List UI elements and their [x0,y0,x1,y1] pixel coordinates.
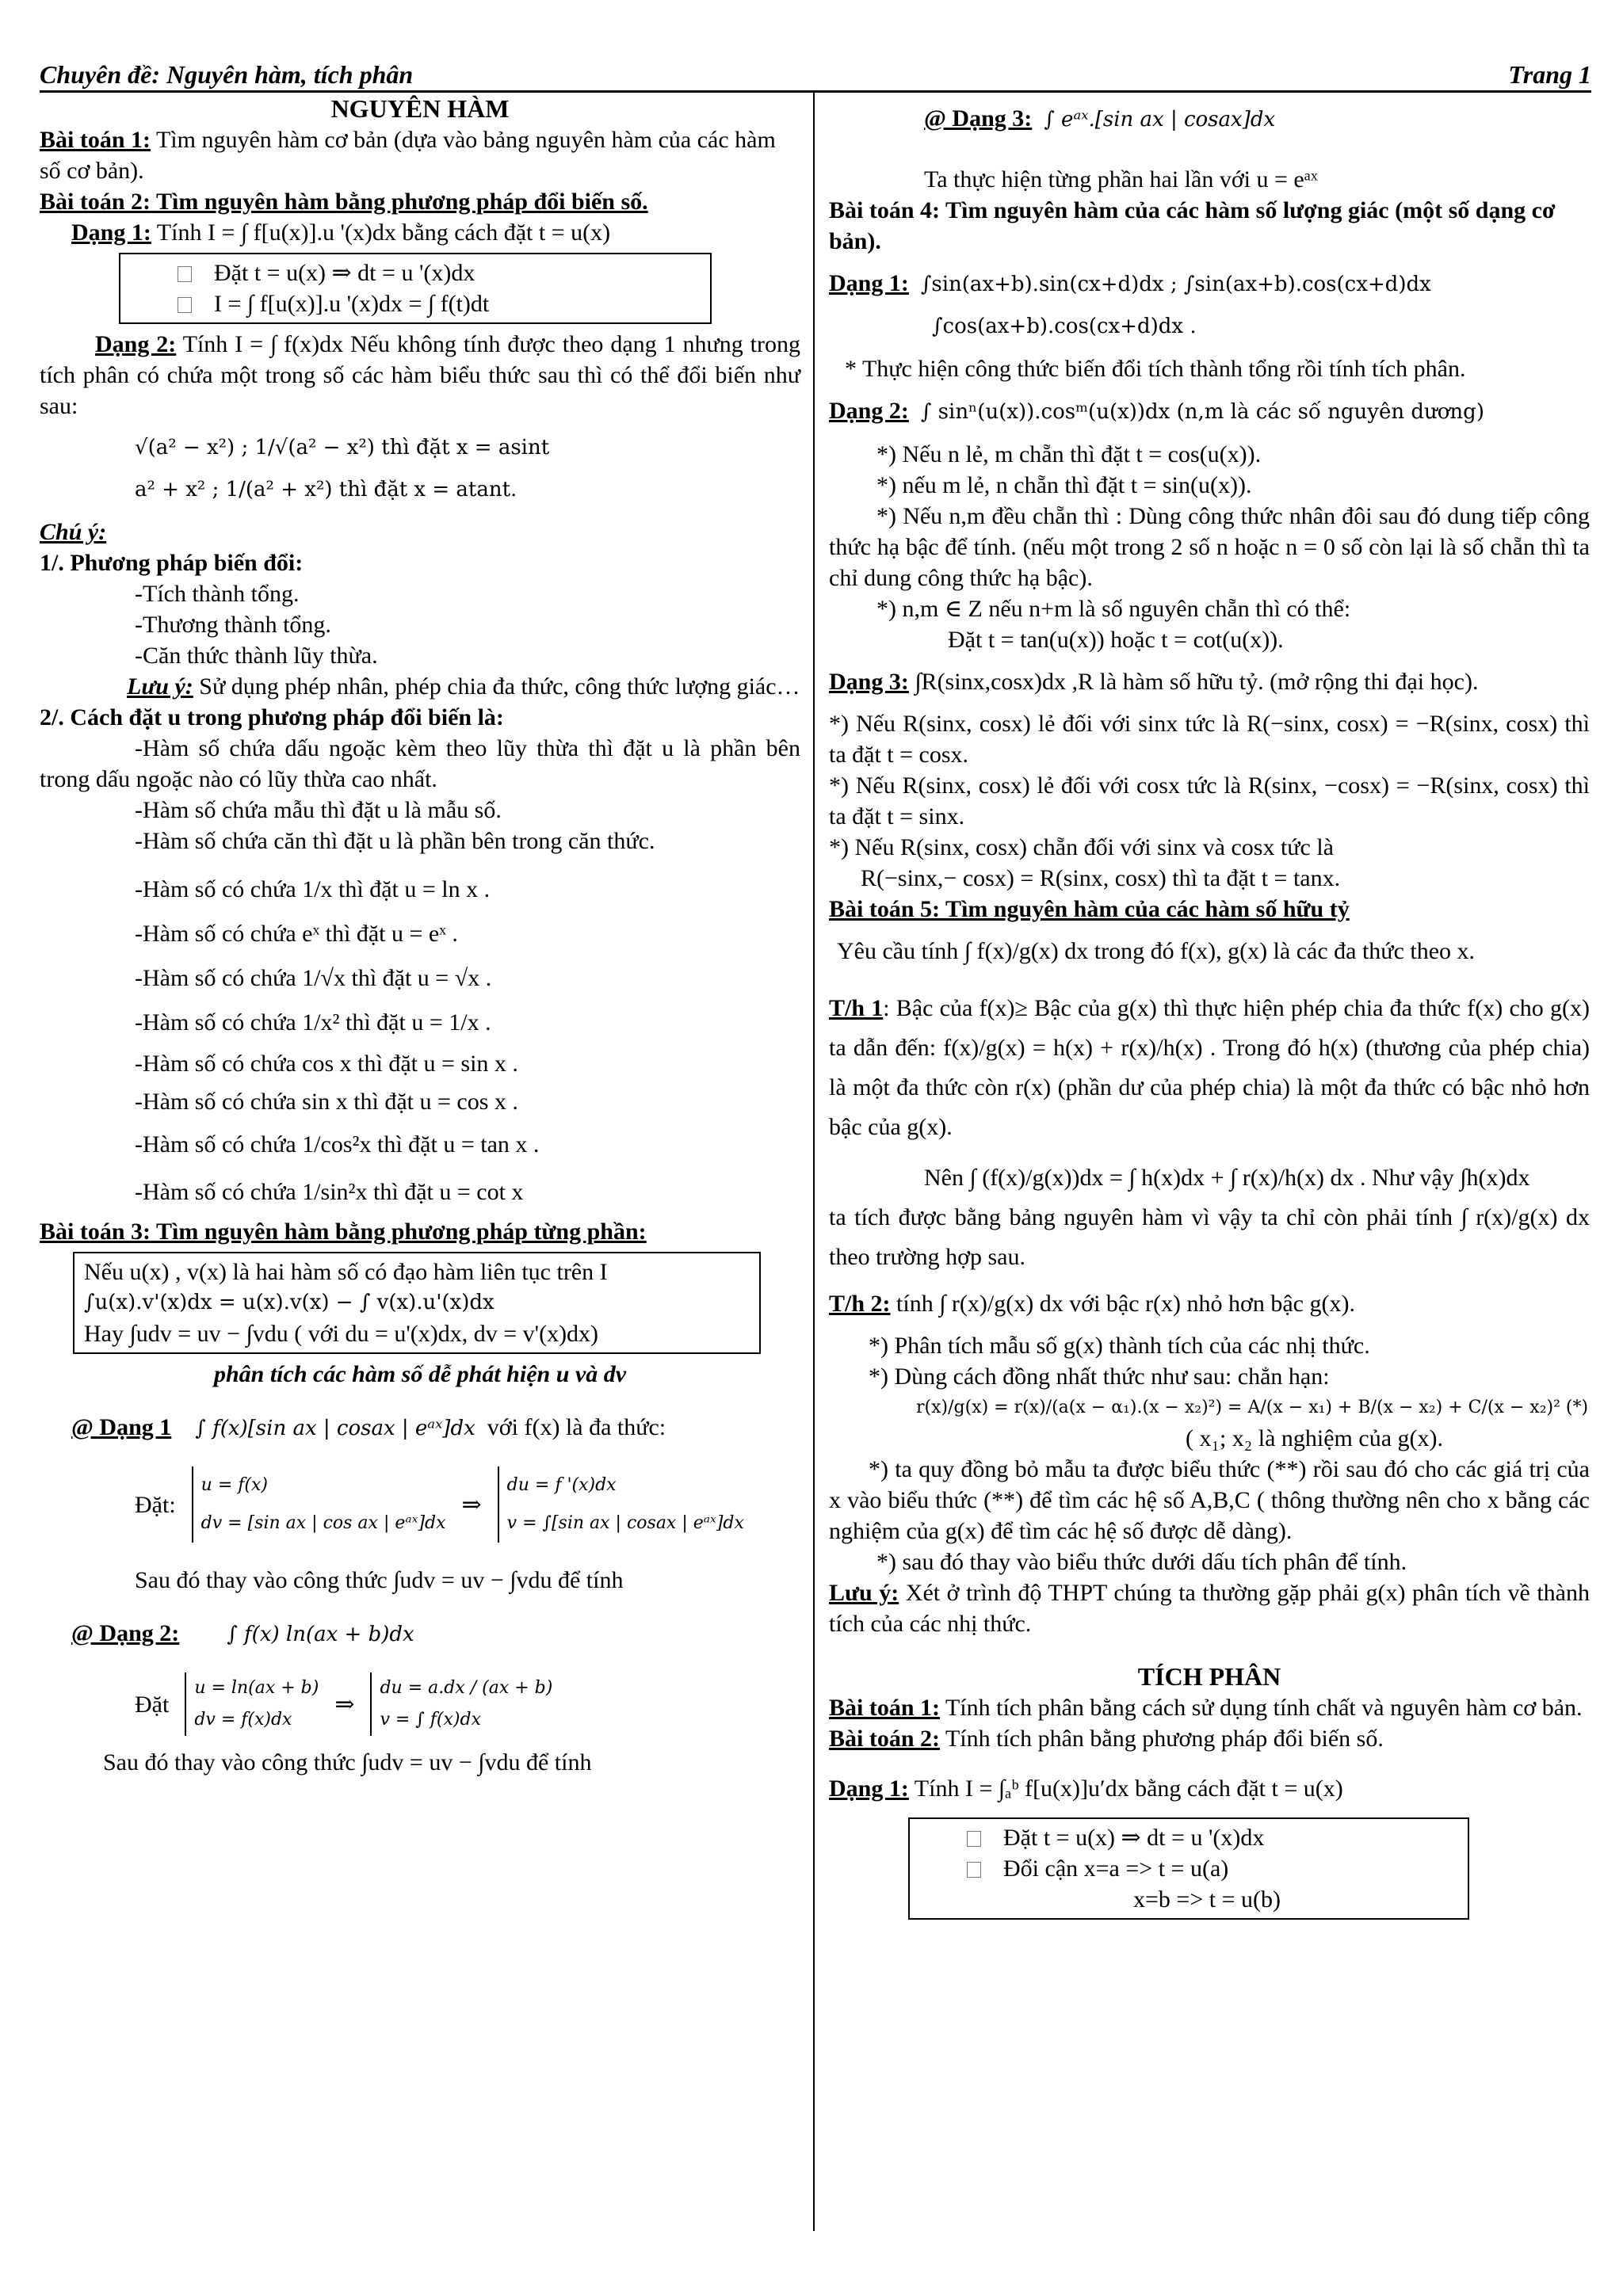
ham-so-item: -Hàm số có chứa sin x thì đặt u = cos x . [135,1089,518,1115]
th-2-item: *) ta quy đồng bỏ mẫu ta được biểu thức (**) rồi sau đó cho các giá trị của x vào biểu thức (**) để tìm các hệ số A,B,C ( thông thường nên cho x bằng các nghiệm của g(x) để tìm các hệ số được dễ dàng). [829,1456,1590,1544]
dong-nhat-note: ( x₁; x₂ là nghiệm của g(x). [1186,1425,1443,1451]
ham-so-item: -Hàm số có chứa 1/√x thì đặt u = √x . [135,965,492,991]
dat-dang-1: Đặt: u = f(x) dv = [sin ax | cos ax | eᵃˣ]dx ⇒ du = f '(x)dx v = ∫[sin ax | cosax | eᵃˣ]dx [40,1466,800,1543]
checkbox-icon [178,297,192,313]
pp-item: -Căn thức thành lũy thừa. [135,643,378,669]
tp-bai-toan-2: Bài toán 2: Tính tích phân bằng phương pháp đổi biến số. [829,1726,1384,1752]
bai-toan-3: Bài toán 3: Tìm nguyên hàm bằng phương pháp từng phần: [40,1219,647,1245]
r-dang-3: Dạng 3: ∫R(sinx,cosx)dx ,R là hàm số hữu tỷ. (mở rộng thi đại học). [829,669,1479,695]
th-2-item: *) Phân tích mẫu số g(x) thành tích của các nhị thức. [869,1333,1370,1359]
chu-y-label: Chú ý: [40,519,107,545]
ham-so-item: -Hàm số có chứa 1/x² thì đặt u = 1/x . [135,1009,491,1035]
th-1: T/h 1: Bậc của f(x)≥ Bậc của g(x) thì thực hiện phép chia đa thức f(x) cho g(x) ta dẫn đến: f(x)/g(x) = h(x) + r(x)/h(x) . Trong đó h(x) (thương của phép chia) là một đa thức còn r(x) (phần dư của phép chia) là một đa thức có bậc nhỏ hơn bậc của g(x). [829,995,1590,1140]
r-dang-2-item: *) n,m ∈ Z nếu n+m là số nguyên chẵn thì có thể: [876,596,1351,622]
r-dang-2-item: *) Nếu n,m đều chẵn thì : Dùng công thức nhân đôi sau đó dung tiếp công thức hạ bậc để tính. (nếu một trong 2 số n hoặc n = 0 số còn lại là số chẵn thì ta chỉ dung công thức hạ bậc). [829,503,1590,591]
column-divider [813,92,815,2231]
th-2-item: *) sau đó thay vào biểu thức dưới dấu tích phân để tính. [876,1549,1407,1575]
dang-2: Dạng 2: Tính I = ∫ f(x)dx Nếu không tính được theo dạng 1 nhưng trong tích phân có chứa một trong số các hàm biểu thức sau thì có thể đổi biến như sau: [40,331,800,419]
ham-so-item: -Hàm số có chứa eˣ thì đặt u = eˣ . [135,921,458,947]
at-dang-3: @ Dạng 3: ∫ eᵃˣ.[sin ax | cosax]dx [924,105,1276,132]
right-column [829,93,1590,1924]
r-dang-2-item: *) Nếu n lẻ, m chẵn thì đặt t = cos(u(x)). [876,441,1262,467]
substitution-2: a² + x² ; 1/(a² + x²) thì đặt x = atant. [135,478,517,502]
bai-toan-1: Bài toán 1: Tìm nguyên hàm cơ bản (dựa vào bảng nguyên hàm của các hàm số cơ bản). [40,127,776,184]
ham-so-item: -Hàm số có chứa 1/sin²x thì đặt u = cot x [135,1179,524,1205]
r-dang-2: Dạng 2: ∫ sinⁿ(u(x)).cosᵐ(u(x))dx (n,m là các số nguyên dương) [829,398,1484,424]
section-title-tich-phan: TÍCH PHÂN [1137,1662,1281,1691]
bai-toan-4: Bài toán 4: Tìm nguyên hàm của các hàm số lượng giác (một số dạng cơ bản). [829,197,1556,254]
cach-item: -Hàm số chứa mẫu thì đặt u là mẫu số. [135,797,502,823]
tp-bai-toan-1: Bài toán 1: Tính tích phân bằng cách sử dụng tính chất và nguyên hàm cơ bản. [829,1695,1583,1721]
r-dang-2-item: *) nếu m lẻ, n chẵn thì đặt t = sin(u(x)). [876,472,1252,498]
phan-tich-title: phân tích các hàm số dễ phát hiện u và dv [213,1361,627,1387]
r-dang-3-last: R(−sinx,− cosx) = R(sinx, cosx) thì ta đặt t = tanx. [861,865,1341,891]
r-dang-2-dat: Đặt t = tan(u(x)) hoặc t = cot(u(x)). [948,627,1284,653]
ta-thuc-hien: Ta thực hiện từng phần hai lần với u = eᵃˣ [924,166,1318,193]
checkbox-icon [178,266,192,282]
bai-toan-5-text: Yêu cầu tính ∫ f(x)/g(x) dx trong đó f(x), g(x) là các đa thức theo x. [837,938,1476,964]
r-dang-3-item: *) Nếu R(sinx, cosx) lẻ đối với cosx tức là R(sinx, −cosx) = −R(sinx, cosx) thì ta đặt t = sinx. [829,772,1590,830]
dat-dang-2: Đặt u = ln(ax + b) dv = f(x)dx ⇒ du = a.dx / (ax + b) v = ∫ f(x)dx [40,1672,800,1736]
page-header [40,59,1591,93]
th-2-item: *) Dùng cách đồng nhất thức như sau: chẳn hạn: [869,1363,1330,1390]
luu-y-right: Lưu ý: Xét ở trình độ THPT chúng ta thường gặp phải g(x) phân tích về thành tích của các nhị thức. [829,1580,1590,1637]
cach-dat-u-title: 2/. Cách đặt u trong phương pháp đổi biến là: [40,704,504,730]
ham-so-item: -Hàm số có chứa 1/cos²x thì đặt u = tan x . [135,1131,540,1158]
dang-1: Dạng 1: Tính I = ∫ f[u(x)].u '(x)dx bằng cách đặt t = u(x) [71,219,611,246]
cach-item: -Hàm số chứa dấu ngoặc kèm theo lũy thừa thì đặt u là phần bên trong dấu ngoặc nào có lũy thừa cao nhất. [40,735,800,792]
left-column [40,93,800,1778]
bai-toan-2: Bài toán 2: Tìm nguyên hàm bằng phương pháp đổi biến số. [40,189,648,215]
nen-formula: Nên ∫ (f(x)/g(x))dx = ∫ h(x)dx + ∫ r(x)/h(x) dx . Như vậy ∫h(x)dx [924,1165,1530,1191]
tp-dang-1: Dạng 1: Tính I = ∫ₐᵇ f[u(x)]u′dx bằng cách đặt t = u(x) [829,1775,1343,1802]
ham-so-item: -Hàm số có chứa cos x thì đặt u = sin x . [135,1051,518,1077]
at-dang-1: @ Dạng 1 ∫ f(x)[sin ax | cosax | eᵃˣ]dx với f(x) là đa thức: [71,1414,666,1440]
at-dang-2: @ Dạng 2: ∫ f(x) ln(ax + b)dx [71,1620,414,1646]
sau-do-thay: Sau đó thay vào công thức ∫udv = uv − ∫vdu để tính [135,1567,624,1593]
r-dang-3-item: *) Nếu R(sinx, cosx) lẻ đối với sinx tức là R(−sinx, cosx) = −R(sinx, cosx) thì ta đặt t = cosx. [829,711,1590,768]
section-title-nguyen-ham: NGUYÊN HÀM [330,94,510,123]
pp-item: -Tích thành tổng. [135,581,300,607]
th-2: T/h 2: tính ∫ r(x)/g(x) dx với bậc r(x) nhỏ hơn bậc g(x). [829,1291,1355,1317]
cach-item: -Hàm số chứa căn thì đặt u là phần bên trong căn thức. [135,828,655,854]
header-page-number: Trang 1 [1508,60,1591,89]
pp-bien-doi-title: 1/. Phương pháp biến đổi: [40,550,304,576]
r-dang-1-note: * Thực hiện công thức biến đổi tích thành tổng rồi tính tích phân. [845,356,1466,382]
box-dang-1: Đặt t = u(x) ⇒ dt = u '(x)dx I = ∫ f[u(x)].u '(x)dx = ∫ f(t)dt [119,253,712,324]
r-dang-1: Dạng 1: ∫sin(ax+b).sin(cx+d)dx ; ∫sin(ax+b).cos(cx+d)dx [829,270,1431,296]
box-tung-phan: Nếu u(x) , v(x) là hai hàm số có đạo hàm liên tục trên I ∫u(x).v'(x)dx = u(x).v(x) − ∫ v(x).u'(x)dx Hay ∫udv = uv − ∫vdu ( với du = u'(x)dx, dv = v'(x)dx) [73,1252,761,1354]
checkbox-icon [967,1831,981,1847]
sau-do-thay-2: Sau đó thay vào công thức ∫udv = uv − ∫vdu để tính [103,1749,592,1775]
luu-y: Lưu ý: Sử dụng phép nhân, phép chia đa thức, công thức lượng giác… [127,673,800,700]
checkbox-icon [967,1862,981,1878]
nen-text: ta tích được bằng bảng nguyên hàm vì vậy ta chỉ còn phải tính ∫ r(x)/g(x) dx theo trường hợp sau. [829,1204,1590,1270]
ham-so-item: -Hàm số có chứa 1/x thì đặt u = ln x . [135,876,491,902]
r-dang-1-formula-2: ∫cos(ax+b).cos(cx+d)dx . [932,315,1197,338]
bai-toan-5: Bài toán 5: Tìm nguyên hàm của các hàm số hữu tỷ [829,896,1350,922]
r-dang-3-item: *) Nếu R(sinx, cosx) chẵn đối với sinx và cosx tức là [829,834,1335,860]
pp-item: -Thương thành tổng. [135,612,331,638]
box-tp-dang-1: Đặt t = u(x) ⇒ dt = u '(x)dx Đổi cận x=a => t = u(a) x=b => t = u(b) [908,1817,1469,1920]
header-topic: Chuyên đề: Nguyên hàm, tích phân [40,60,414,89]
dong-nhat-formula: r(x)/g(x) = r(x)/(a(x − α₁).(x − x₂)²) = A/(x − x₁) + B/(x − x₂) + C/(x − x₂)² (*) [916,1398,1589,1417]
substitution-1: √(a² − x²) ; 1/√(a² − x²) thì đặt x = asint [135,436,550,460]
